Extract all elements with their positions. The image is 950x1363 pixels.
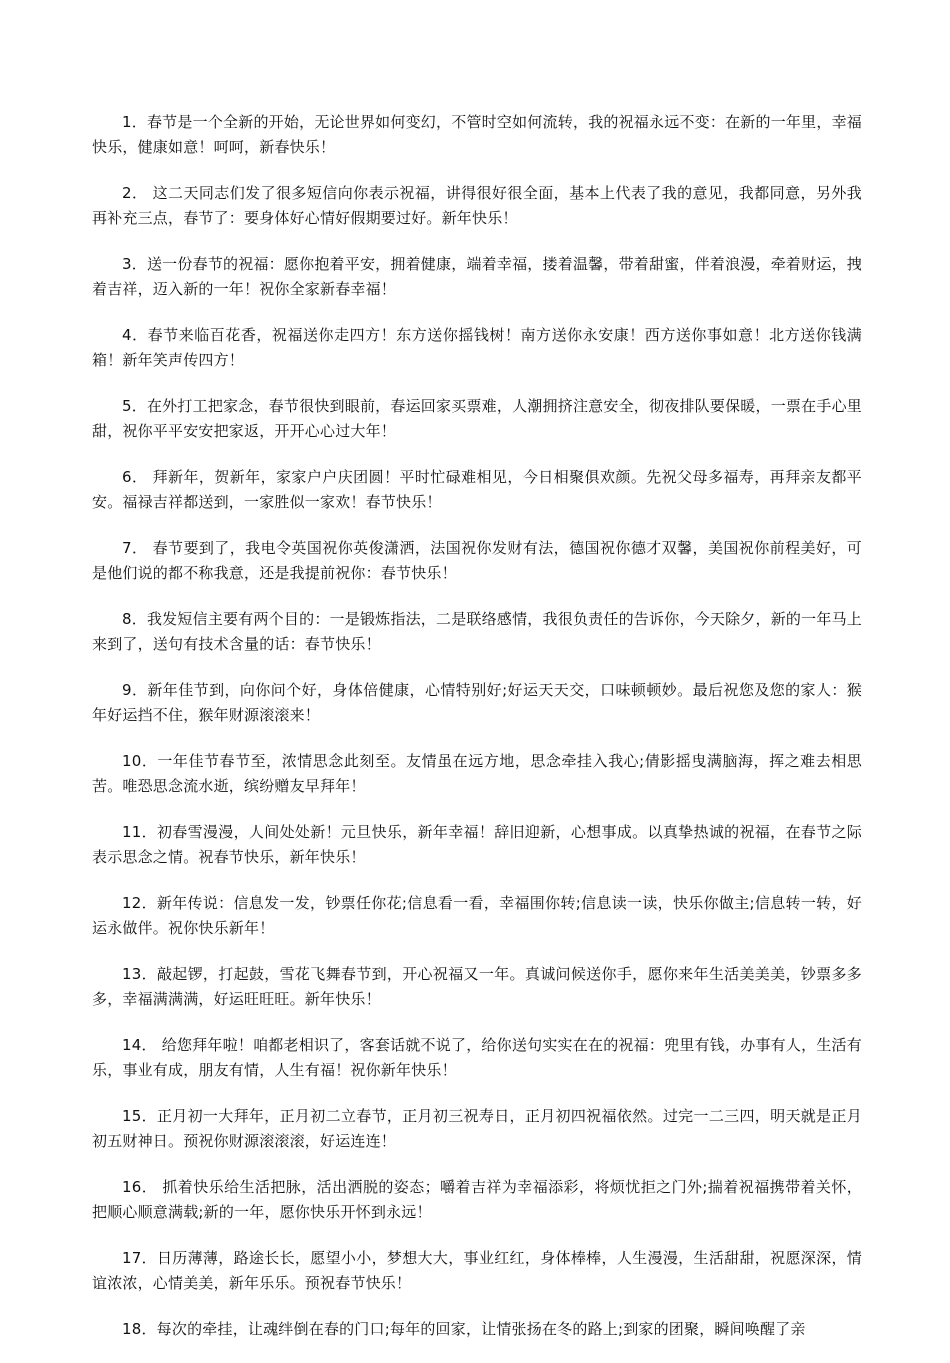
paragraph-17: 17．日历薄薄，路途长长，愿望小小，梦想大大，事业红红，身体棒棒，人生漫漫，生活甜甜，祝愿深深，情谊浓浓，心情美美，新年乐乐。预祝春节快乐！	[92, 1249, 862, 1292]
paragraph-1: 1．春节是一个全新的开始，无论世界如何变幻，不管时空如何流转，我的祝福永远不变：在新的一年里，幸福快乐，健康如意！呵呵，新春快乐！	[92, 113, 862, 156]
paragraph-15: 15．正月初一大拜年，正月初二立春节，正月初三祝寿日，正月初四祝福依然。过完一二三四，明天就是正月初五财神日。预祝你财源滚滚滚，好运连连！	[92, 1107, 862, 1150]
paragraph-14: 14． 给您拜年啦！咱都老相识了，客套话就不说了，给你送句实实在在的祝福：兜里有钱，办事有人，生活有乐，事业有成，朋友有情，人生有福！祝你新年快乐！	[92, 1036, 862, 1079]
paragraph-18: 18．每次的牵挂，让魂绊倒在春的门口;每年的回家，让情张扬在冬的路上;到家的团聚，瞬间唤醒了亲	[122, 1320, 806, 1338]
document-body	[92, 110, 862, 1363]
paragraph-9: 9．新年佳节到，向你问个好，身体倍健康，心情特别好;好运天天交，口味顿顿妙。最后祝您及您的家人：猴年好运挡不住，猴年财源滚滚来！	[92, 681, 862, 724]
paragraph-8: 8．我发短信主要有两个目的：一是锻炼指法，二是联络感情，我很负责任的告诉你，今天除夕，新的一年马上来到了，送句有技术含量的话：春节快乐！	[92, 610, 862, 653]
paragraph-3: 3．送一份春节的祝福：愿你抱着平安，拥着健康，端着幸福，搂着温馨，带着甜蜜，伴着浪漫，牵着财运，拽着吉祥，迈入新的一年！祝你全家新春幸福！	[92, 255, 862, 298]
paragraph-12: 12．新年传说：信息发一发，钞票任你花;信息看一看，幸福围你转;信息读一读，快乐你做主;信息转一转，好运永做伴。祝你快乐新年！	[92, 894, 862, 937]
paragraph-11: 11．初春雪漫漫，人间处处新！元旦快乐，新年幸福！辞旧迎新，心想事成。以真挚热诚的祝福，在春节之际表示思念之情。祝春节快乐，新年快乐！	[92, 823, 862, 866]
paragraph-10: 10．一年佳节春节至，浓情思念此刻至。友情虽在远方地，思念牵挂入我心;倩影摇曳满脑海，挥之难去相思苦。唯恐思念流水逝，缤纷赠友早拜年！	[92, 752, 862, 795]
paragraph-7: 7． 春节要到了，我电令英国祝你英俊潇洒，法国祝你发财有法，德国祝你德才双馨，美国祝你前程美好，可是他们说的都不称我意，还是我提前祝你：春节快乐！	[92, 539, 862, 582]
paragraph-4: 4．春节来临百花香，祝福送你走四方！东方送你摇钱树！南方送你永安康！西方送你事如意！北方送你钱满箱！新年笑声传四方！	[92, 326, 862, 369]
paragraph-13: 13．敲起锣，打起鼓，雪花飞舞春节到，开心祝福又一年。真诚问候送你手，愿你来年生活美美美，钞票多多多，幸福满满满，好运旺旺旺。新年快乐！	[92, 965, 862, 1008]
paragraph-6: 6． 拜新年，贺新年，家家户户庆团圆！平时忙碌难相见，今日相聚俱欢颜。先祝父母多福寿，再拜亲友都平安。福禄吉祥都送到，一家胜似一家欢！春节快乐！	[92, 468, 862, 511]
paragraph-5: 5．在外打工把家念，春节很快到眼前，春运回家买票难，人潮拥挤注意安全，彻夜排队要保暖，一票在手心里甜，祝你平平安安把家返，开开心心过大年！	[92, 397, 862, 440]
paragraph-16: 16． 抓着快乐给生活把脉，活出洒脱的姿态；嚼着吉祥为幸福添彩，将烦忧拒之门外;揣着祝福携带着关怀，把顺心顺意满载;新的一年，愿你快乐开怀到永远！	[92, 1178, 862, 1221]
paragraph-2: 2． 这二天同志们发了很多短信向你表示祝福，讲得很好很全面，基本上代表了我的意见，我都同意，另外我再补充三点，春节了：要身体好心情好假期要过好。新年快乐！	[92, 184, 862, 227]
